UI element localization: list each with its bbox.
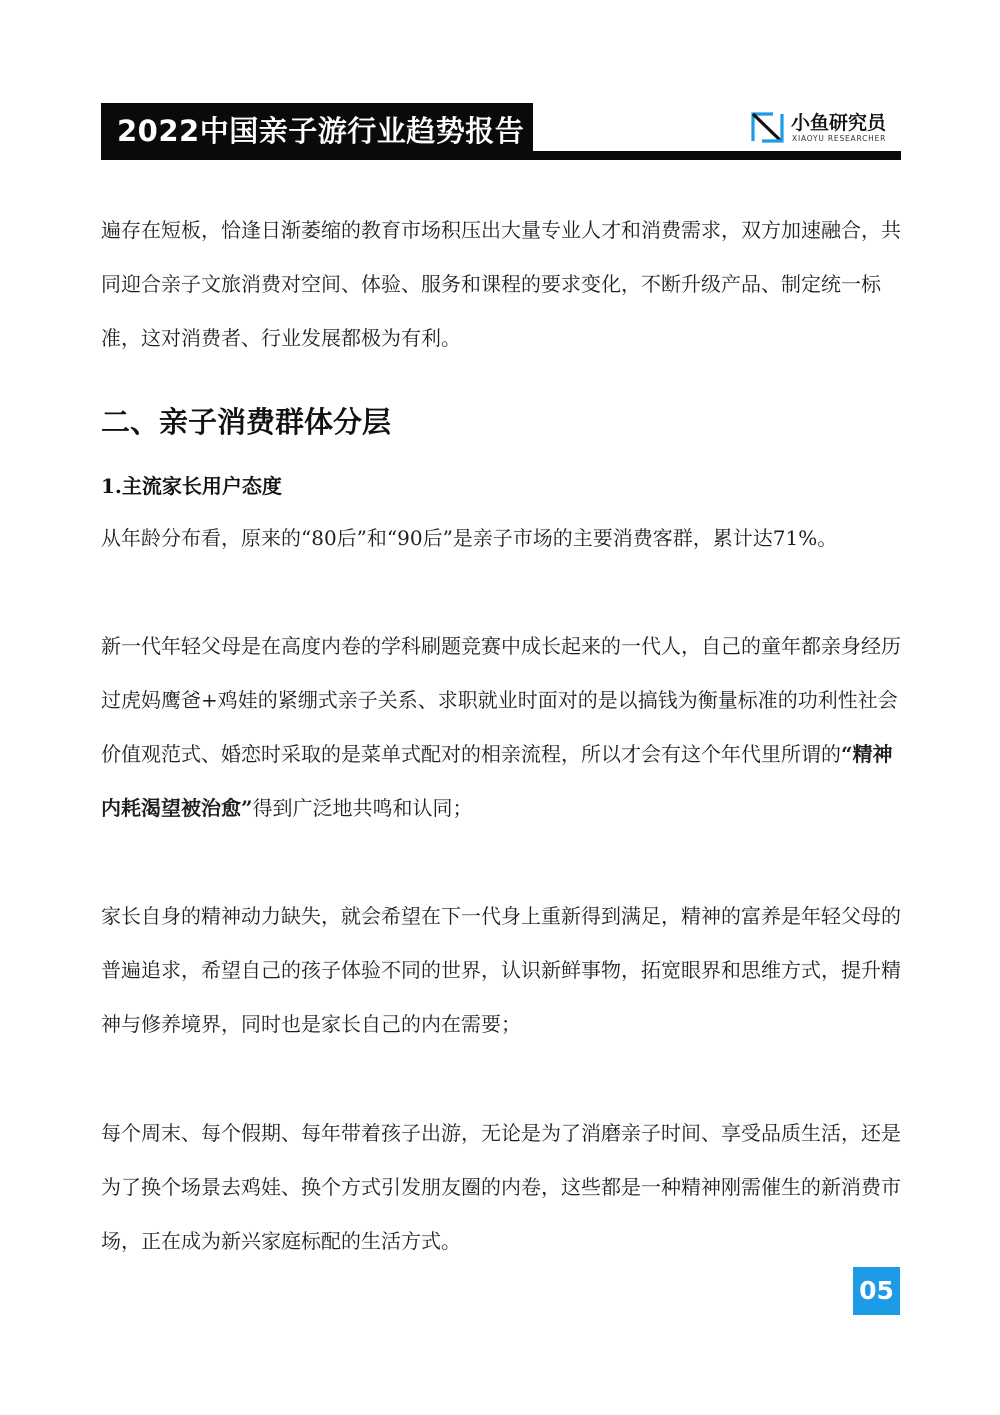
emphasis-quote: “精神内耗渴望被治愈” <box>101 742 893 820</box>
logo-name: 小鱼研究员 <box>791 112 887 134</box>
brand-logo <box>751 108 901 146</box>
paragraph-text: 新一代年轻父母是在高度内卷的学科刷题竞赛中成长起来的一代人，自己的童年都亲身经历过虎妈鹰爸+鸡娃的紧绷式亲子关系、求职就业时面对的是以搞钱为衡量标准的功利性社会价值观范式、婚恋时采取的是菜单式配对的相亲流程，所以才会有这个年代里所谓的 <box>101 634 901 766</box>
sub-section-title: 1.主流家长用户态度 <box>101 474 282 498</box>
paragraph-spiritual-needs: 家长自身的精神动力缺失，就会希望在下一代身上重新得到满足，精神的富养是年轻父母的普遍追求，希望自己的孩子体验不同的世界，认识新鲜事物，拓宽眼界和思维方式，提升精神与修养境界，同时也是家长自己的内在需要； <box>101 904 901 1036</box>
intro-paragraph: 遍存在短板，恰逢日渐萎缩的教育市场积压出大量专业人才和消费需求，双方加速融合，共同迎合亲子文旅消费对空间、体验、服务和课程的要求变化，不断升级产品、制定统一标准，这对消费者、行业发展都极为有利。 <box>101 218 901 350</box>
paragraph-travel-lifestyle: 每个周末、每个假期、每年带着孩子出游，无论是为了消磨亲子时间、享受品质生活，还是为了换个场景去鸡娃、换个方式引发朋友圈的内卷，这些都是一种精神刚需催生的新消费市场，正在成为新兴家庭标配的生活方式。 <box>101 1121 901 1253</box>
logo-subtitle: XIAOYU RESEARCHER <box>792 134 887 143</box>
header-rule <box>101 151 901 160</box>
paragraph-age-distribution: 从年龄分布看，原来的“80后”和“90后”是亲子市场的主要消费客群，累计达71%。 <box>101 526 838 550</box>
paragraph-text: 得到广泛地共鸣和认同； <box>252 796 473 820</box>
section-title: 二、亲子消费群体分层 <box>101 405 392 439</box>
xiaoyu-logo-icon <box>751 110 784 143</box>
report-title: 2022中国亲子游行业趋势报告 <box>117 114 525 148</box>
paragraph-young-parents <box>101 619 911 835</box>
page-number-badge: 05 <box>853 1267 900 1315</box>
